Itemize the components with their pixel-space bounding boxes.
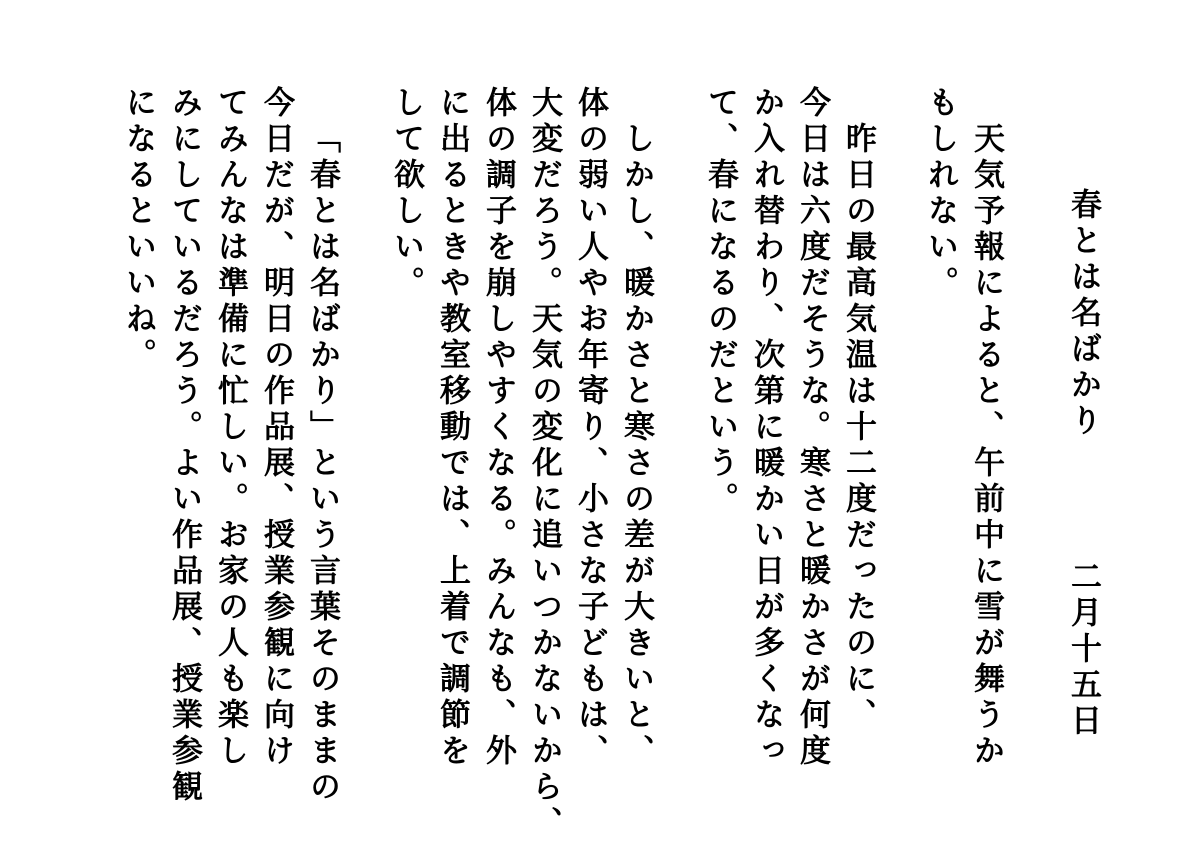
paragraph-4-line-2: 今日だが、明日の作品展、授業参観に向け	[258, 86, 294, 770]
date-text: 二月十五日	[1065, 560, 1101, 740]
page-title	[1060, 188, 1106, 440]
paragraph-3-line-5: に出るときや教室移動では、上着で調節を	[434, 86, 470, 770]
paragraph-4-line-4: みにしているだろう。よい作品展、授業参観	[166, 86, 202, 806]
paragraph-3-line-4: 体の調子を崩しやすくなる。みんなも、外	[480, 86, 516, 770]
paragraph-2-line-2: 今日は六度だそうな。寒さと暖かさが何度	[794, 86, 830, 770]
paragraph-3-line-1: しかし、暖かさと寒さの差が大きいと、	[618, 122, 654, 770]
paragraph-4-line-1: 「春とは名ばかり」という言葉そのままの	[304, 122, 340, 806]
paragraph-1-line-1: 天気予報によると、午前中に雪が舞うか	[968, 122, 1004, 770]
paragraph-3-line-3: 大変だろう。天気の変化に追いつかないから、	[526, 86, 562, 842]
paragraph-2-line-4: て、春になるのだという。	[702, 86, 738, 518]
title-text: 春とは名ばかり	[1065, 188, 1101, 440]
paragraph-3-line-2: 体の弱い人やお年寄り、小さな子どもは、	[572, 86, 608, 770]
paragraph-4-line-3: てみんなは準備に忙しい。お家の人も楽し	[212, 86, 248, 770]
date-label	[1060, 560, 1106, 740]
paragraph-3-line-6: して欲しい。	[388, 86, 424, 302]
paragraph-4-line-5: になるといいね。	[120, 86, 156, 374]
paragraph-2-line-3: か入れ替わり、次第に暖かい日が多くなっ	[748, 86, 784, 770]
paragraph-1-line-2: もしれない。	[922, 86, 958, 302]
paragraph-2-line-1: 昨日の最高気温は十二度だったのに、	[840, 122, 876, 734]
